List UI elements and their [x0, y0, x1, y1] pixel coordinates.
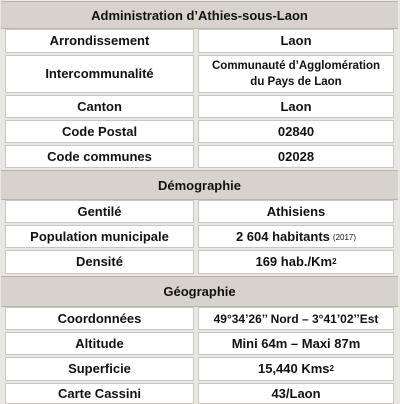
code-communes-value: 02028	[198, 145, 394, 168]
population-value	[198, 225, 394, 248]
coordonnees-value: 49°34’26’’ Nord – 3°41’02’’Est	[198, 307, 394, 330]
densite-label: Densité	[5, 250, 194, 274]
table-row-altitude	[1, 331, 398, 356]
table-row-canton	[1, 94, 398, 119]
superficie-label: Superficie	[5, 357, 194, 381]
population-label: Population municipale	[5, 225, 194, 248]
table-row-code-communes	[1, 144, 398, 169]
arrondissement-value: Laon	[198, 29, 394, 53]
code-communes-label: Code communes	[5, 145, 194, 168]
table-row-carte-cassini	[1, 382, 398, 401]
superficie-value-text: 15,440 Kms	[257, 361, 330, 376]
population-value-text: 2 604 habitants	[235, 228, 330, 244]
intercommunalite-value-line2: du Pays de Laon	[250, 76, 342, 88]
arrondissement-label: Arrondissement	[5, 29, 194, 53]
population-year: (2017)	[332, 232, 357, 242]
densite-value: 169 hab./Km 2	[198, 250, 394, 274]
code-postal-value: 02840	[198, 120, 394, 143]
intercommunalite-label: Intercommunalité	[5, 55, 194, 93]
table-row-population	[1, 224, 398, 249]
section-geographie-title: Géographie	[163, 284, 236, 299]
coordonnees-label: Coordonnées	[5, 307, 194, 330]
altitude-value: Mini 64m – Maxi 87m	[198, 332, 394, 355]
altitude-label: Altitude	[5, 332, 194, 355]
carte-cassini-value: 43/Laon	[198, 383, 394, 404]
carte-cassini-label: Carte Cassini	[5, 383, 194, 404]
table-row-superficie	[1, 356, 398, 382]
densite-value-text: 169 hab./Km	[255, 254, 333, 269]
table-row-densite	[1, 249, 398, 275]
table-title	[1, 1, 398, 29]
section-demographie-title: Démographie	[157, 177, 242, 193]
intercommunalite-value-line1: Communauté d’Agglomération	[211, 60, 381, 72]
table-row-arrondissement	[1, 28, 398, 54]
section-demographie	[1, 170, 398, 200]
table-row-intercommunalite	[1, 54, 398, 94]
table-title-text: Administration d’Athies-sous-Laon	[91, 7, 308, 23]
table-row-code-postal	[1, 119, 398, 144]
gentile-value: Athisiens	[198, 200, 394, 223]
intercommunalite-value	[198, 55, 394, 93]
superficie-value: 15,440 Kms 2	[198, 357, 394, 381]
section-geographie	[1, 276, 398, 307]
canton-value: Laon	[198, 95, 394, 118]
canton-label: Canton	[5, 95, 194, 118]
table-row-gentile	[1, 199, 398, 224]
gentile-label: Gentilé	[5, 200, 194, 223]
code-postal-label: Code Postal	[5, 120, 194, 143]
table-row-coordonnees	[1, 306, 398, 331]
